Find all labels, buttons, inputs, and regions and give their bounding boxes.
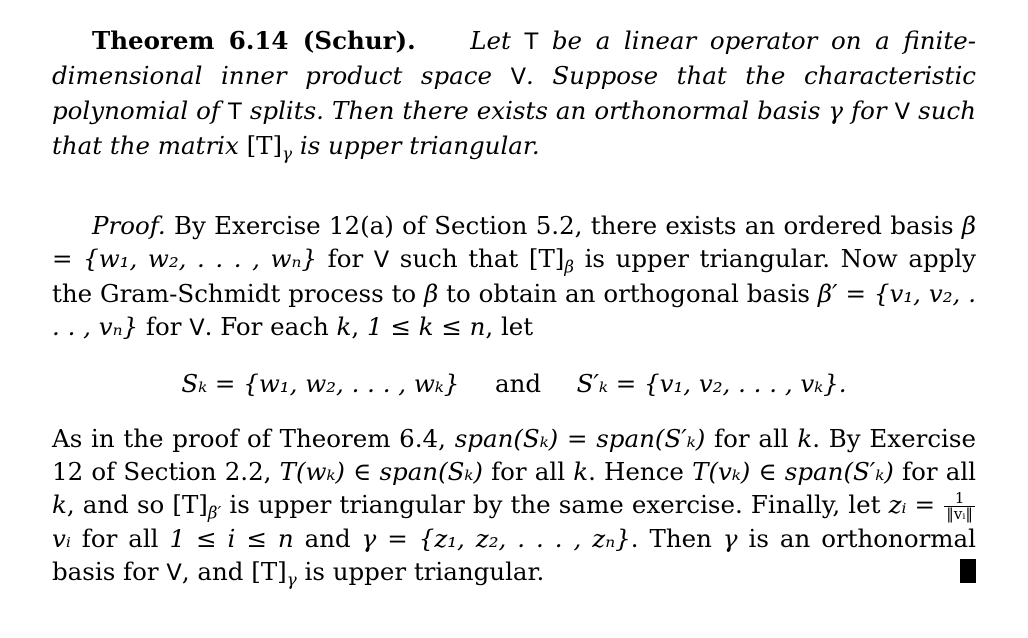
matrix-notation: $[T]_\beta$ [528, 244, 574, 277]
k-variable: k [573, 457, 589, 486]
proof-text: As in the proof of Theorem 6.4, [52, 424, 446, 453]
proof-paragraph: Proof. By Exercise 12(a) of Section 5.2, there exists an ordered basis β = {w₁, w₂, . . . , wₙ} for V such that $[T]_\beta$ is upper triangular. Now apply the Gram-Schmidt process to β to obtain an orthogonal basis β′ = {v₁, v₂, . . . , vₙ} for V. For each k, 1 ≤ k ≤ n, let [52, 211, 977, 341]
theorem-text: such that the matrix [52, 96, 976, 160]
space-symbol: V [189, 315, 205, 341]
proof-text: is upper triangular by the same exercise. Finally, let [229, 490, 881, 519]
space-symbol: V [166, 560, 182, 587]
proof-text: such that [399, 244, 519, 273]
operator-symbol: T [524, 29, 539, 55]
fraction: $\frac{1}{\text{‖vᵢ‖}}$ [946, 488, 974, 523]
theorem-label: Theorem 6.14 (Schur). [92, 26, 416, 55]
proof-continuation-paragraph [52, 422, 976, 590]
proof-text: , and [181, 557, 244, 587]
proof-text: for [145, 312, 182, 341]
matrix-notation: $[T]_{\beta'}$ [172, 490, 222, 523]
display-equation [52, 367, 976, 400]
proof-text: , let [485, 312, 534, 341]
gamma-basis-set: γ = {z₁, z₂, . . . , zₙ} [361, 524, 631, 554]
space-symbol: V [894, 99, 911, 125]
theorem-text: Let [470, 26, 511, 55]
proof-text: is upper triangular. Now apply the Gram-Schmidt process to [52, 244, 977, 308]
proof-text: for all [902, 457, 976, 486]
proof-text: to obtain an orthogonal basis [446, 279, 810, 308]
span-equality: span(Sₖ) = span(S′ₖ) [454, 424, 706, 453]
matrix-notation: $[T]_\gamma$ [246, 131, 293, 164]
proof-text: , and so [66, 490, 165, 519]
k-range: 1 ≤ k ≤ n [366, 312, 486, 341]
proof-text: . Then [630, 524, 712, 554]
matrix-notation: $[T]_\gamma$ [251, 557, 297, 590]
s-k-set: Sₖ = {w₁, w₂, . . . , wₖ} [181, 369, 460, 398]
gamma-symbol: γ [722, 524, 738, 554]
k-variable: k [797, 424, 813, 453]
theorem-text: be a linear operator on a finite-dimensional inner product space [52, 26, 976, 90]
k-variable: k [52, 490, 67, 519]
beta-prime-basis-set: β′ = {v₁, v₂, . . . , vₙ} [52, 279, 976, 341]
beta-symbol: β [424, 279, 439, 308]
proof-text: . For each [204, 312, 329, 341]
proof-text: for all [81, 524, 159, 554]
qed-square-icon [960, 559, 976, 583]
space-symbol: V [510, 64, 526, 90]
theorem-text: for [851, 96, 887, 125]
s-k-prime-set: S′ₖ = {v₁, v₂, . . . , vₖ}. [576, 369, 847, 398]
proof-label: Proof. [92, 211, 166, 240]
space-symbol: V [373, 247, 390, 273]
proof-text: . Hence [588, 457, 684, 486]
theorem-text: splits. Then there exists an orthonormal basis [249, 96, 821, 125]
proof-text: for [327, 244, 364, 273]
theorem-paragraph [52, 24, 976, 162]
proof-text: is an orthonormal basis for [52, 524, 976, 587]
t-v-membership: T(vₖ) ∈ span(S′ₖ) [692, 457, 894, 486]
t-w-membership: T(wₖ) ∈ span(Sₖ) [279, 457, 483, 486]
gamma-symbol: γ [828, 96, 844, 125]
k-variable: k [336, 312, 352, 341]
theorem-text: . Suppose that the characteristic polynomial of [52, 61, 977, 125]
proof-text: and [304, 524, 351, 554]
z-definition: zᵢ = $\frac{1}{\text{‖vᵢ‖}}$ vᵢ [52, 488, 974, 554]
i-range: 1 ≤ i ≤ n [169, 524, 294, 554]
proof-text: . By Exercise 12 of Section 2.2, [52, 424, 976, 486]
operator-symbol: T [228, 99, 242, 125]
proof-text: By Exercise 12(a) of Section 5.2, there exists an ordered basis [173, 211, 954, 240]
proof-text: for all [491, 457, 566, 486]
proof-text: is upper triangular. [304, 557, 545, 587]
display-and: and [494, 369, 542, 398]
beta-basis-set: β = {w₁, w₂, . . . , wₙ} [52, 211, 977, 273]
theorem-text: is upper triangular. [299, 131, 540, 160]
proof-text: for all [714, 424, 789, 453]
document-page [52, 24, 976, 590]
